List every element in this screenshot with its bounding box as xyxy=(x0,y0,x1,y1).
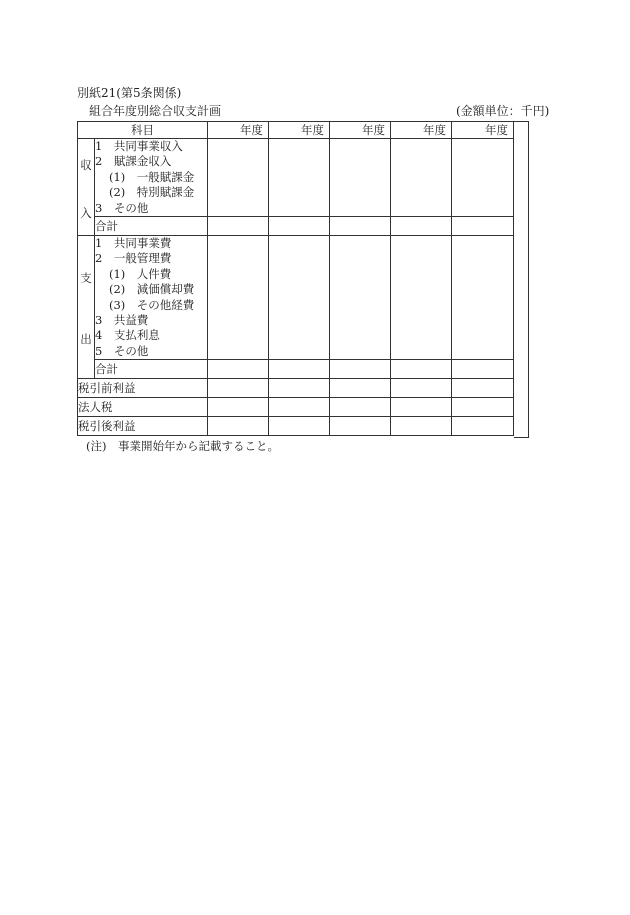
after-tax-profit-label: 税引後利益 xyxy=(78,417,208,436)
amount-cell[interactable] xyxy=(391,417,452,436)
list-item: (2) 減価償却費 xyxy=(109,282,195,297)
document-label: 別紙21(第5条関係) xyxy=(77,86,182,100)
list-item: 1 共同事業費 xyxy=(95,236,172,250)
amount-cell[interactable] xyxy=(330,139,391,217)
expense-side-bottom: 出 xyxy=(80,332,92,346)
income-item-list xyxy=(95,139,208,217)
amount-cell[interactable] xyxy=(330,379,391,398)
amount-cell[interactable] xyxy=(269,139,330,217)
expense-total-label: 合計 xyxy=(95,360,208,379)
list-item: 3 その他 xyxy=(95,200,149,215)
amount-cell[interactable] xyxy=(269,360,330,379)
income-total-row xyxy=(78,216,514,235)
amount-cell[interactable] xyxy=(269,398,330,417)
list-item: 2 一般管理費 xyxy=(95,251,172,266)
amount-cell[interactable] xyxy=(452,236,514,360)
after-tax-profit-row xyxy=(78,417,514,436)
amount-cell[interactable] xyxy=(208,379,269,398)
expense-item-list xyxy=(95,236,208,360)
year-header: 年度 xyxy=(452,122,514,139)
list-item: (1) 一般賦課金 xyxy=(109,169,195,184)
amount-unit: (金額単位：千円) xyxy=(456,104,550,118)
income-side-top: 収 xyxy=(80,158,92,172)
expense-total-row xyxy=(78,360,514,379)
expense-side-label xyxy=(78,236,95,379)
amount-cell[interactable] xyxy=(330,216,391,235)
amount-cell[interactable] xyxy=(452,216,514,235)
pretax-profit-label: 税引前利益 xyxy=(78,379,208,398)
pretax-profit-row xyxy=(78,379,514,398)
amount-cell[interactable] xyxy=(330,360,391,379)
table-header-row xyxy=(78,122,514,139)
year-header: 年度 xyxy=(330,122,391,139)
amount-cell[interactable] xyxy=(391,236,452,360)
amount-cell[interactable] xyxy=(330,236,391,360)
income-side-bottom: 入 xyxy=(80,206,92,220)
list-item: 4 支払利息 xyxy=(95,328,160,343)
income-side-label xyxy=(78,139,95,236)
list-item: 5 その他 xyxy=(95,343,149,358)
amount-cell[interactable] xyxy=(452,139,514,217)
extra-blank-column xyxy=(514,121,529,438)
amount-cell[interactable] xyxy=(391,139,452,217)
subject-header: 科目 xyxy=(78,122,208,139)
income-expense-plan-table xyxy=(77,121,514,436)
year-header: 年度 xyxy=(208,122,269,139)
amount-cell[interactable] xyxy=(330,417,391,436)
amount-cell[interactable] xyxy=(269,417,330,436)
amount-cell[interactable] xyxy=(269,236,330,360)
expense-side-top: 支 xyxy=(80,271,92,285)
list-item: (2) 特別賦課金 xyxy=(109,185,195,200)
list-item: 1 共同事業収入 xyxy=(95,139,183,154)
amount-cell[interactable] xyxy=(208,236,269,360)
amount-cell[interactable] xyxy=(208,417,269,436)
amount-cell[interactable] xyxy=(330,398,391,417)
amount-cell[interactable] xyxy=(208,216,269,235)
corporate-tax-label: 法人税 xyxy=(78,398,208,417)
document-title: 組合年度別総合収支計画 xyxy=(89,104,222,118)
list-item: 3 共益費 xyxy=(95,312,149,327)
footnote: (注) 事業開始年から記載すること。 xyxy=(86,439,279,453)
list-item: (1) 人件費 xyxy=(109,266,172,281)
amount-cell[interactable] xyxy=(452,417,514,436)
amount-cell[interactable] xyxy=(269,216,330,235)
amount-cell[interactable] xyxy=(208,139,269,217)
year-header: 年度 xyxy=(269,122,330,139)
income-items-row xyxy=(78,139,514,217)
amount-cell[interactable] xyxy=(269,379,330,398)
list-item: (3) その他経費 xyxy=(109,297,195,312)
amount-cell[interactable] xyxy=(208,398,269,417)
amount-cell[interactable] xyxy=(452,398,514,417)
amount-cell[interactable] xyxy=(208,360,269,379)
amount-cell[interactable] xyxy=(452,360,514,379)
corporate-tax-row xyxy=(78,398,514,417)
list-item: 2 賦課金収入 xyxy=(95,154,172,169)
year-header: 年度 xyxy=(391,122,452,139)
amount-cell[interactable] xyxy=(391,398,452,417)
expense-items-row xyxy=(78,236,514,360)
amount-cell[interactable] xyxy=(452,379,514,398)
amount-cell[interactable] xyxy=(391,216,452,235)
amount-cell[interactable] xyxy=(391,379,452,398)
income-total-label: 合計 xyxy=(95,216,208,235)
amount-cell[interactable] xyxy=(391,360,452,379)
